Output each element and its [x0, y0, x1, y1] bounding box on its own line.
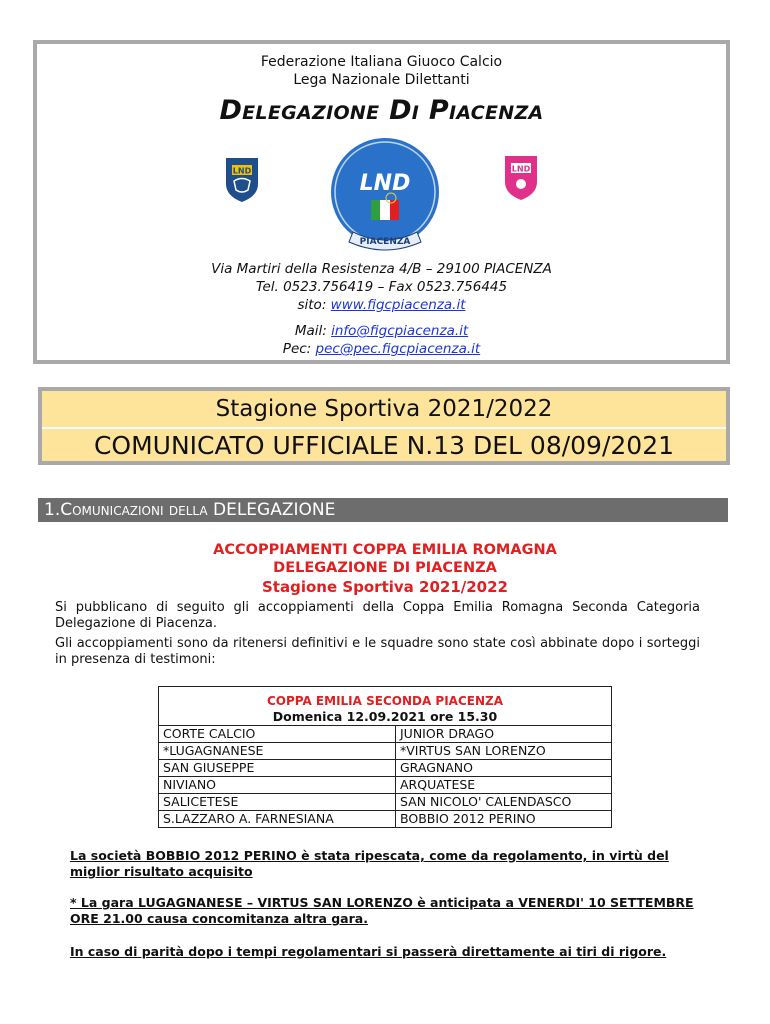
table-row — [159, 743, 612, 760]
away-team: ARQUATESE — [396, 777, 612, 794]
logo-left-text: LND — [232, 166, 252, 176]
lnd-shield-logo-right — [501, 154, 541, 202]
announcement-subtitle: DELEGAZIONE DI PIACENZA — [273, 560, 497, 576]
home-team: SALICETESE — [159, 794, 396, 811]
pec-link[interactable]: pec@pec.figcpiacenza.it — [315, 341, 481, 357]
announcement-season: Stagione Sportiva 2021/2022 — [261, 578, 508, 596]
away-team: *VIRTUS SAN LORENZO — [396, 743, 612, 760]
home-team: SAN GIUSEPPE — [159, 760, 396, 777]
home-team: S.LAZZARO A. FARNESIANA — [159, 811, 396, 828]
away-team: JUNIOR DRAGO — [396, 726, 612, 743]
table-title-row — [159, 687, 612, 710]
note-anticipated-match: * La gara LUGAGNANESE – VIRTUS SAN LORENZO è anticipata a VENERDI' 10 SETTEMBRE ORE 21.00 causa concomitanza altra gara. — [70, 895, 694, 926]
mail-line — [37, 322, 726, 340]
site-line — [37, 296, 726, 314]
table-row — [159, 794, 612, 811]
pec-label: Pec: — [282, 341, 316, 357]
table-row — [159, 726, 612, 743]
mail-label: Mail: — [294, 323, 332, 339]
table-row — [159, 777, 612, 794]
lnd-shield-logo-left — [222, 156, 262, 204]
pec-line — [37, 340, 726, 358]
address: Via Martiri della Resistenza 4/B – 29100 PIACENZA — [211, 261, 552, 277]
table-row — [159, 760, 612, 777]
table-title: COPPA EMILIA SECONDA PIACENZA — [159, 687, 612, 710]
table-date: Domenica 12.09.2021 ore 15.30 — [159, 709, 612, 726]
logo-right-text: LND — [511, 164, 531, 174]
season-title: Stagione Sportiva 2021/2022 — [42, 391, 726, 429]
intro-paragraph: Si pubblicano di seguito gli accoppiamenti della Coppa Emilia Romagna Seconda Categoria Delegazione di Piacenza. — [55, 600, 700, 631]
home-team: *LUGAGNANESE — [159, 743, 396, 760]
pairings-table — [158, 686, 612, 828]
announcement-title: ACCOPPIAMENTI COPPA EMILIA ROMAGNA — [213, 542, 557, 558]
mail-link[interactable]: info@figcpiacenza.it — [331, 323, 469, 339]
away-team: SAN NICOLO' CALENDASCO — [396, 794, 612, 811]
away-team: BOBBIO 2012 PERINO — [396, 811, 612, 828]
phone-fax: Tel. 0523.756419 – Fax 0523.756445 — [255, 279, 508, 295]
draw-paragraph: Gli accoppiamenti sono da ritenersi definitivi e le squadre sono state così abbinate dopo i sorteggi in presenza di testimoni: — [55, 636, 700, 667]
home-team: NIVIANO — [159, 777, 396, 794]
site-link[interactable]: www.figcpiacenza.it — [330, 297, 466, 313]
note-repechage: La società BOBBIO 2012 PERINO è stata ripescata, come da regolamento, in virtù del miglior risultato acquisito — [70, 848, 669, 879]
logos-row — [37, 132, 726, 258]
bulletin-title: COMUNICATO UFFICIALE N.13 DEL 08/09/2021 — [93, 431, 675, 460]
table-date-row — [159, 709, 612, 726]
away-team: GRAGNANO — [396, 760, 612, 777]
home-team: CORTE CALCIO — [159, 726, 396, 743]
letterhead — [33, 40, 730, 364]
lnd-piacenza-logo — [325, 136, 445, 254]
section-header: 1.Comunicazioni della DELEGAZIONE — [38, 498, 728, 522]
logo-center-ribbon: PIACENZA — [359, 237, 411, 247]
site-label: sito: — [297, 297, 331, 313]
logo-center-text: LND — [359, 171, 411, 196]
federation-name: Federazione Italiana Giuoco Calcio — [260, 54, 503, 70]
note-penalties: In caso di parità dopo i tempi regolamentari si passerà direttamente ai tiri di rigore. — [70, 944, 667, 959]
table-row — [159, 811, 612, 828]
season-banner — [38, 387, 730, 465]
delegation-title: Delegazione Di Piacenza — [219, 95, 544, 126]
league-name: Lega Nazionale Dilettanti — [293, 72, 470, 88]
